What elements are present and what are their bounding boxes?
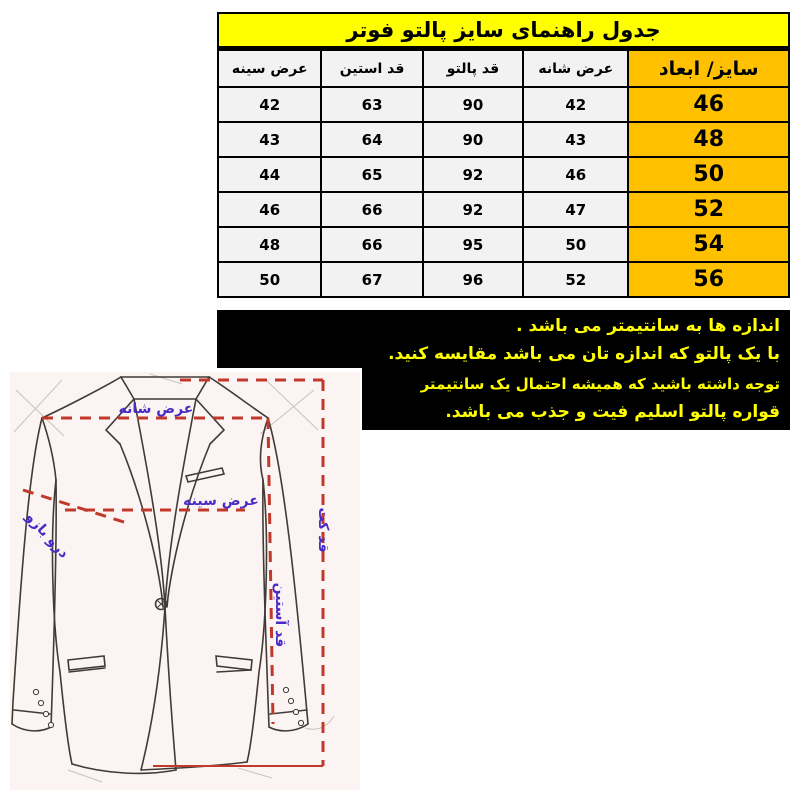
cell: 52 [523,262,628,297]
cell-size: 56 [628,262,789,297]
note-line-1: اندازه ها به سانتیمتر می باشد . [516,316,780,336]
cell-size: 50 [628,157,789,192]
table-row [218,192,789,227]
table-row [218,262,789,297]
size-table-title: جدول راهنمای سایز پالتو فوتر [217,12,790,49]
cell: 64 [321,122,422,157]
table-row [218,157,789,192]
cell: 66 [321,192,422,227]
header-shoulder-width: عرض شانه [523,50,628,87]
cell: 90 [423,122,523,157]
header-row [218,50,789,87]
cell: 43 [523,122,628,157]
cell: 95 [423,227,523,262]
coat-diagram-svg [10,372,360,790]
cell: 46 [523,157,628,192]
cell: 63 [321,87,422,122]
table-row [218,122,789,157]
cell: 42 [523,87,628,122]
cell: 67 [321,262,422,297]
cell: 44 [218,157,321,192]
cell-size: 46 [628,87,789,122]
cell: 43 [218,122,321,157]
cell: 96 [423,262,523,297]
cell: 92 [423,157,523,192]
cell-size: 52 [628,192,789,227]
note-line-3: توجه داشته باشید که همیشه احتمال یک سانتیمتر [420,375,780,393]
table-row [218,87,789,122]
chest-width-label: عرض سینه [183,493,259,509]
header-chest-width: عرض سینه [218,50,321,87]
shoulder-width-label: عرض شانه [118,401,194,417]
cell-size: 48 [628,122,789,157]
cell: 90 [423,87,523,122]
coat-length-label: قد کت [315,507,331,553]
cell: 66 [321,227,422,262]
coat-diagram [10,372,360,790]
header-sleeve-length: قد استین [321,50,422,87]
note-line-2: با یک پالتو که اندازه تان می باشد مقایسه کنید. [388,344,780,364]
cell: 92 [423,192,523,227]
size-table [217,49,790,298]
table-row [218,227,789,262]
cell: 65 [321,157,422,192]
sleeve-length-label: قد آستین [272,582,288,648]
cell: 46 [218,192,321,227]
header-coat-length: قد پالتو [423,50,523,87]
cell: 50 [218,262,321,297]
cell: 47 [523,192,628,227]
cell: 50 [523,227,628,262]
notes-block-top [217,310,790,368]
header-size: سایز/ ابعاد [628,50,789,87]
cell: 42 [218,87,321,122]
note-line-4: قواره پالتو اسلیم فیت و جذب می باشد. [445,402,780,422]
cell: 48 [218,227,321,262]
notes-block-bottom [362,368,790,430]
arm-circumference-label: درو بازو [22,509,72,562]
cell-size: 54 [628,227,789,262]
